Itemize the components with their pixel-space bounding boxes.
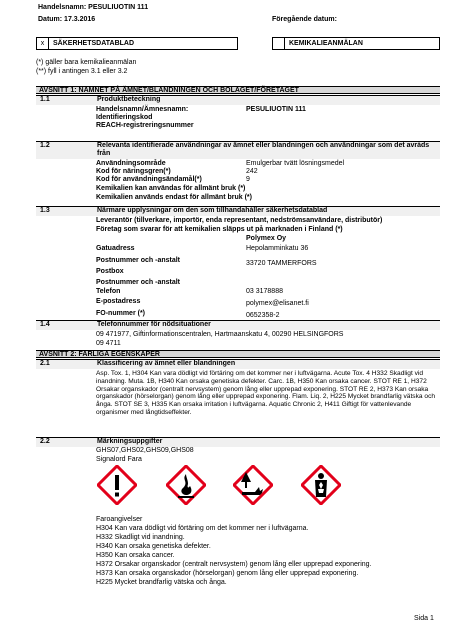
subsection-title: Klassificering av ämnet eller blandningen <box>97 360 236 367</box>
company-name: Polymex Oy <box>246 235 287 242</box>
hazard-statement: H304 Kan vara dödligt vid förtäring om det kommer ner i luftvägarna. <box>96 525 309 532</box>
field-value: Hepolamminkatu 36 <box>246 245 309 252</box>
date-header: Datum: 17.3.2016 <box>38 16 96 23</box>
hazard-statement: H225 Mycket brandfarlig vätska och ånga. <box>96 579 227 586</box>
note-2: (**) fyll i antingen 3.1 eller 3.2 <box>36 68 128 75</box>
field-label: Kod för användningsändamål(*) <box>96 176 202 183</box>
subsection-number: 1.4 <box>40 321 50 328</box>
field-label: FO-nummer (*) <box>96 310 145 317</box>
subsection-number: 1.3 <box>40 207 50 214</box>
field-value: 9 <box>246 176 250 183</box>
field-label: Kemikalien används endast för allmänt bruk (*) <box>96 194 252 201</box>
field-label: Kod för näringsgren(*) <box>96 168 171 175</box>
emergency-phone-line: 09 471977, Giftinformationscentralen, Hartmaanskatu 4, 00290 HELSINGFORS <box>96 331 344 338</box>
subsection-title: Närmare upplysningar om den som tillhandahåller säkerhetsdatablad <box>97 207 328 214</box>
field-label: E-postadress <box>96 298 141 305</box>
trade-name-header: Handelsnamn: PESULIUOTIN 111 <box>38 4 149 11</box>
exclamation-mark-icon <box>97 465 137 505</box>
subsection-1-3 <box>36 206 440 216</box>
health-hazard-icon <box>301 465 341 505</box>
field-label: REACH-registreringsnummer <box>96 122 194 129</box>
chemical-notification-checkbox-row <box>272 37 440 50</box>
hazard-statement: H350 Kan orsaka cancer. <box>96 552 175 559</box>
responsible-company-intro: Företag som svarar för att kemikalien släpps ut på marknaden i Finland (*) <box>96 226 343 233</box>
field-value: 242 <box>246 168 258 175</box>
field-label: Användningsområde <box>96 160 166 167</box>
field-label: Postnummer och -anstalt <box>96 279 181 286</box>
field-label: Postbox <box>96 268 124 275</box>
field-value: 33720 TAMMERFORS <box>246 260 317 267</box>
field-value: polymex@elisanet.fi <box>246 300 309 307</box>
subsection-title: Telefonnummer för nödsituationer <box>97 321 211 328</box>
environment-icon <box>233 465 273 505</box>
field-label: Kemikalien kan användas för allmänt bruk (*) <box>96 185 246 192</box>
hazard-statement: H372 Orsakar organskador (centralt nervsystem) genom lång eller upprepad exponering. <box>96 561 372 568</box>
hazard-statements-heading: Faroangivelser <box>96 516 143 523</box>
subsection-number: 1.1 <box>40 96 50 103</box>
subsection-title: Märkningsuppgifter <box>97 438 163 445</box>
field-value: 0652358-2 <box>246 312 280 319</box>
flame-icon <box>166 465 206 505</box>
page-number: Sida 1 <box>414 615 434 622</box>
field-label: Identifieringskod <box>96 114 153 121</box>
field-label: Telefon <box>96 288 121 295</box>
field-label: Handelsnamn/Ämnesnamn: <box>96 106 189 113</box>
hazard-statement: H332 Skadligt vid inandning. <box>96 534 185 541</box>
emergency-phone-line: 09 4711 <box>96 340 121 347</box>
classification-text: Asp. Tox. 1, H304 Kan vara dödligt vid förtäring om det kommer ner i luftvägarna. Acute Tox. 4 H332 Skadligt vid inandning. Muta. 1B, H340 Kan orsaka genetiska defekter. Carc. 1B, H350 Kan orsaka cancer. STOT RE 1, H372 Orsakar organskador (centralt nervsystem) genom lång eller upprepad exponering. STOT RE 2, H373 Kan orsaka organskador (hörselorgan) genom lång eller upprepad exponering. Flam. Liq. 2, H225 Mycket brandfarlig vätska och ånga. STOT SE 3, H335 Kan orsaka irritation i luftvägarna. Aquatic Chronic 2, H411 Giftigt för vattenlevande organismer med långtidseffekter. <box>96 370 436 416</box>
hazard-statement: H373 Kan orsaka organskador (hörselorgan) genom lång eller upprepad exponering. <box>96 570 359 577</box>
subsection-number: 2.1 <box>40 360 50 367</box>
ghs-codes: GHS07,GHS02,GHS09,GHS08 <box>96 447 194 454</box>
subsection-1-2 <box>36 141 440 159</box>
supplier-intro: Leverantör (tillverkare, importör, enda representant, nedströmsanvändare, distributör) <box>96 217 383 224</box>
chemical-notification-label: KEMIKALIEANMÄLAN <box>289 40 363 47</box>
signal-word: Signalord Fara <box>96 456 142 463</box>
field-value: Emulgerbar tvätt lösningsmedel <box>246 160 345 167</box>
field-value: 03 3178888 <box>246 288 283 295</box>
safety-data-sheet-checkbox-row <box>36 37 238 50</box>
note-1: (*) gäller bara kemikalieanmälan <box>36 59 137 66</box>
subsection-title: Produktbeteckning <box>97 96 161 103</box>
chemical-notification-checkbox[interactable] <box>273 38 285 49</box>
subsection-2-1 <box>36 359 440 369</box>
subsection-title: Relevanta identifierade användningar av ämnet eller blandningen och användningar som det avråds från <box>97 142 430 158</box>
subsection-1-4 <box>36 320 440 330</box>
subsection-number: 2.2 <box>40 438 50 445</box>
hazard-statement: H340 Kan orsaka genetiska defekter. <box>96 543 211 550</box>
field-value: PESULIUOTIN 111 <box>246 106 306 113</box>
field-label: Postnummer och -anstalt <box>96 257 181 264</box>
safety-data-sheet-label: SÄKERHETSDATABLAD <box>53 40 135 47</box>
section-2-heading: AVSNITT 2: FARLIGA EGENSKAPER <box>36 350 440 358</box>
previous-date-header: Föregående datum: <box>272 16 337 23</box>
subsection-number: 1.2 <box>40 142 50 149</box>
safety-data-sheet-checkbox[interactable]: x <box>37 38 49 49</box>
subsection-1-1 <box>36 95 440 105</box>
field-label: Gatuadress <box>96 245 135 252</box>
subsection-2-2 <box>36 437 440 447</box>
section-1-heading: AVSNITT 1: NAMNET PÅ ÄMNET/BLANDNINGEN OCH BOLAGET/FÖRETAGET <box>36 86 440 94</box>
